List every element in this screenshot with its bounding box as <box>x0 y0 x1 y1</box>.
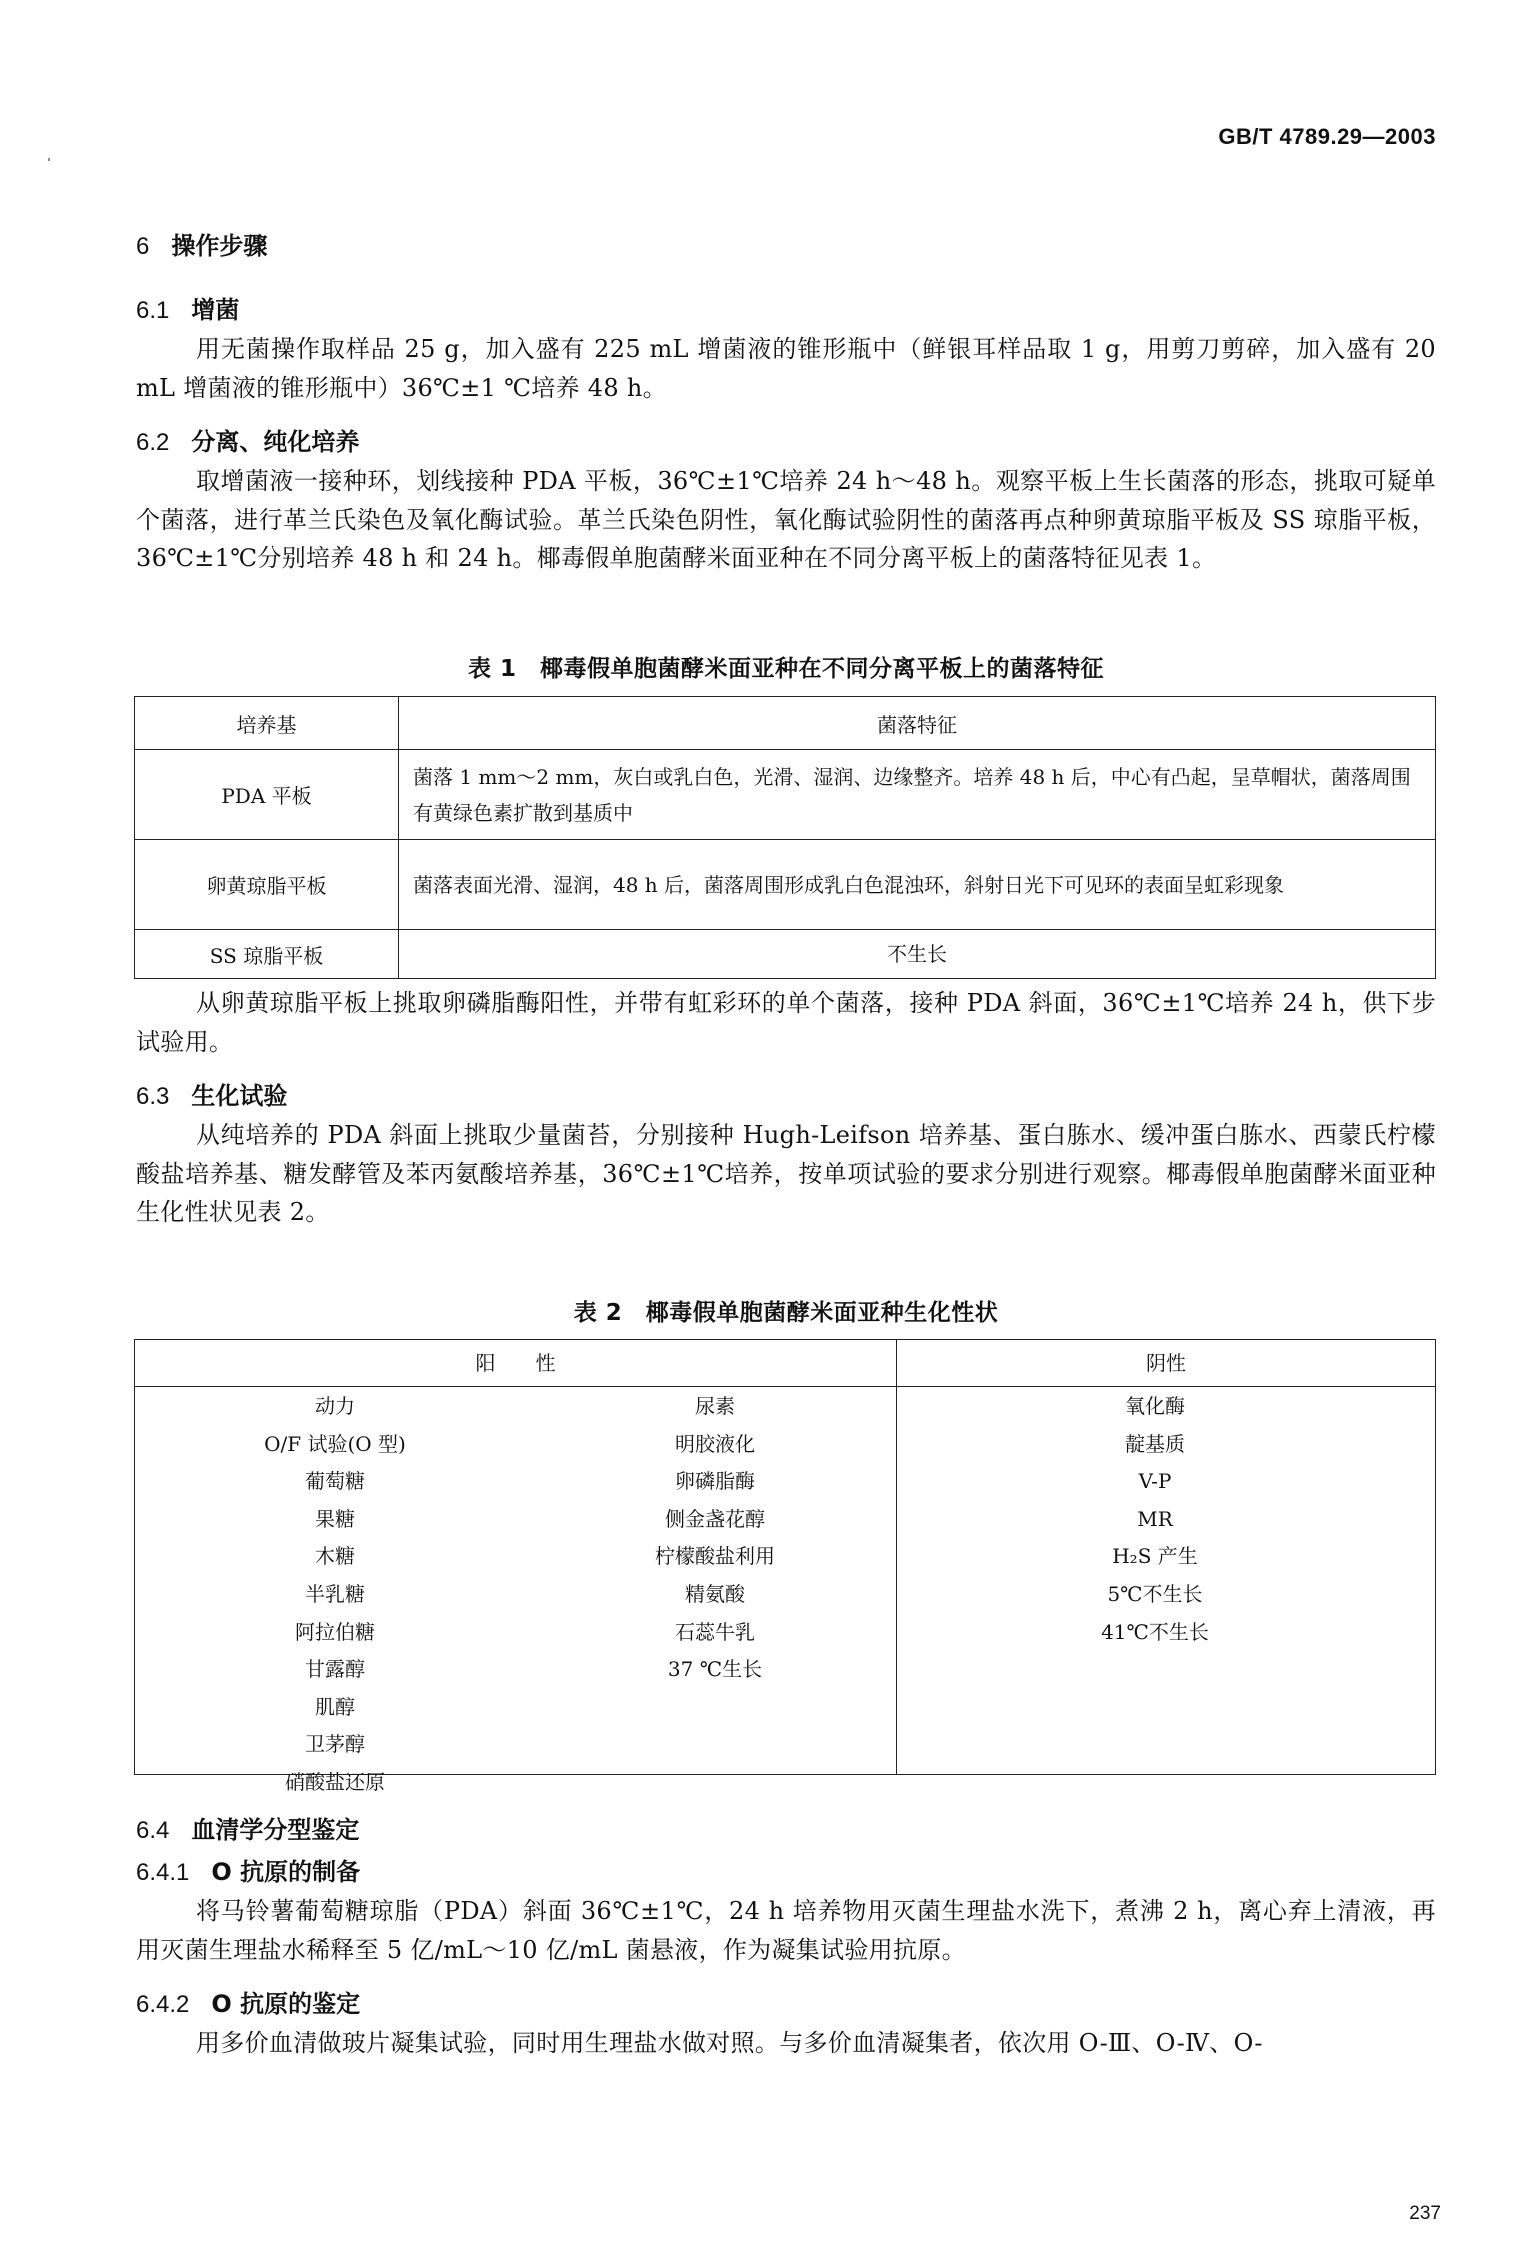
list-item: 果糖 <box>315 1506 355 1531</box>
list-item: 柠檬酸盐利用 <box>655 1544 775 1569</box>
section-6-4-heading <box>136 1810 359 1845</box>
list-item: 尿素 <box>695 1394 735 1418</box>
after-table-1-paragraph: 从卵黄琼脂平板上挑取卵磷脂酶阳性，并带有虹彩环的单个菌落，接种 PDA 斜面，36℃±1℃培养 24 h，供下步试验用。 <box>136 989 1436 1056</box>
list-item: 动力 <box>315 1394 355 1418</box>
section-title: O 抗原的制备 <box>211 1858 361 1886</box>
section-6-4-2-heading <box>136 1984 360 2019</box>
section-number: 6.3 <box>136 1083 170 1110</box>
table-row <box>135 750 1436 840</box>
section-title: 操作步骤 <box>171 231 268 260</box>
section-6-4-1-heading <box>136 1852 360 1887</box>
table-1 <box>134 696 1436 979</box>
medium-cell: 卵黄琼脂平板 <box>135 840 399 930</box>
negative-column <box>1055 1388 1255 1651</box>
list-item: 阿拉伯糖 <box>295 1619 375 1644</box>
list-item: 肌醇 <box>315 1694 355 1719</box>
list-item: MR <box>1137 1506 1173 1531</box>
list-item: 葡萄糖 <box>305 1469 365 1494</box>
list-item: 石蕊牛乳 <box>675 1619 755 1644</box>
list-item: V-P <box>1138 1469 1172 1494</box>
section-title: 增菌 <box>191 296 240 324</box>
section-6-2-body: 取增菌液一接种环，划线接种 PDA 平板，36℃±1℃培养 24 h～48 h。观察平板上生长菌落的形态，挑取可疑单个菌落，进行革兰氏染色及氧化酶试验。革兰氏染色阴性，氧化酶试验阴性的菌落再点种卵黄琼脂平板及 SS 琼脂平板，36℃±1℃分别培养 48 h 和 24 h。椰毒假单胞菌酵米面亚种在不同分离平板上的菌落特征见表 1。 <box>136 467 1436 572</box>
medium-cell: PDA 平板 <box>135 750 399 840</box>
table-row <box>135 930 1436 979</box>
list-item: 卵磷脂酶 <box>675 1469 755 1494</box>
negative-header: 阴性 <box>1146 1351 1186 1375</box>
table-header-row <box>135 697 1436 750</box>
positive-column-1 <box>235 1388 435 1802</box>
list-item: 精氨酸 <box>685 1581 745 1606</box>
section-number: 6.4.1 <box>136 1859 190 1886</box>
section-6-heading <box>136 226 267 261</box>
section-6-3-body: 从纯培养的 PDA 斜面上挑取少量菌苔，分别接种 Hugh-Leifson 培养基、蛋白胨水、缓冲蛋白胨水、西蒙氏柠檬酸盐培养基、糖发酵管及苯丙氨酸培养基，36℃±1℃培养，按单项试验的要求分别进行观察。椰毒假单胞菌酵米面亚种生化性状见表 2。 <box>136 1121 1436 1226</box>
table-2 <box>134 1339 1436 1794</box>
list-item: 41℃不生长 <box>1101 1619 1209 1644</box>
list-item: 5℃不生长 <box>1107 1581 1203 1606</box>
feature-cell: 不生长 <box>399 930 1436 979</box>
list-item: 明胶液化 <box>675 1431 755 1456</box>
section-6-4-2-body: 用多价血清做玻片凝集试验，同时用生理盐水做对照。与多价血清凝集者，依次用 O-Ⅲ、O-Ⅳ、O- <box>196 2029 1263 2057</box>
positive-header: 阳 性 <box>475 1351 556 1375</box>
positive-column-2 <box>615 1388 815 1689</box>
header-divider <box>135 1386 1435 1387</box>
section-6-1-body: 用无菌操作取样品 25 g，加入盛有 225 mL 增菌液的锥形瓶中（鲜银耳样品取 1 g，用剪刀剪碎，加入盛有 20 mL 增菌液的锥形瓶中）36℃±1 ℃培养 48 h。 <box>136 335 1436 402</box>
section-title: 血清学分型鉴定 <box>191 1816 360 1844</box>
medium-cell: SS 琼脂平板 <box>135 930 399 979</box>
table-2-caption: 表 2 椰毒假单胞菌酵米面亚种生化性状 <box>573 1300 999 1326</box>
feature-cell: 菌落 1 mm～2 mm，灰白或乳白色，光滑、湿润、边缘整齐。培养 48 h 后，中心有凸起，呈草帽状，菌落周围有黄绿色素扩散到基质中 <box>399 750 1436 840</box>
section-number: 6.4.2 <box>136 1991 190 2018</box>
section-title: 生化试验 <box>191 1082 288 1110</box>
list-item: 半乳糖 <box>305 1581 365 1606</box>
column-header: 培养基 <box>135 697 399 750</box>
section-6-1-heading <box>136 290 239 325</box>
section-number: 6.4 <box>136 1817 170 1844</box>
section-number: 6 <box>136 233 150 260</box>
list-item: 氧化酶 <box>1125 1394 1185 1418</box>
column-header: 菌落特征 <box>399 697 1436 750</box>
standard-code: GB/T 4789.29—2003 <box>1218 124 1436 149</box>
section-6-2-heading <box>136 422 359 457</box>
scan-mark <box>48 158 50 161</box>
list-item: 靛基质 <box>1125 1431 1185 1456</box>
section-title: O 抗原的鉴定 <box>211 1990 361 2018</box>
feature-cell: 菌落表面光滑、湿润，48 h 后，菌落周围形成乳白色混浊环，斜射日光下可见环的表面呈虹彩现象 <box>399 840 1436 930</box>
table-1-caption: 表 1 椰毒假单胞菌酵米面亚种在不同分离平板上的菌落特征 <box>467 656 1104 682</box>
list-item: O/F 试验(O 型) <box>264 1431 406 1456</box>
section-number: 6.2 <box>136 429 170 456</box>
list-item: 木糖 <box>315 1544 355 1569</box>
section-number: 6.1 <box>136 297 170 324</box>
section-title: 分离、纯化培养 <box>191 428 360 456</box>
page-number: 237 <box>1409 2203 1441 2224</box>
list-item: 硝酸盐还原 <box>285 1769 385 1794</box>
column-divider <box>896 1340 897 1774</box>
list-item: 卫茅醇 <box>305 1732 365 1757</box>
list-item: 甘露醇 <box>305 1657 365 1682</box>
table-row <box>135 840 1436 930</box>
section-6-4-1-body: 将马铃薯葡萄糖琼脂（PDA）斜面 36℃±1℃，24 h 培养物用灭菌生理盐水洗下，煮沸 2 h，离心弃上清液，再用灭菌生理盐水稀释至 5 亿/mL～10 亿/mL 菌悬液，作为凝集试验用抗原。 <box>136 1897 1436 1964</box>
section-6-3-heading <box>136 1076 287 1111</box>
list-item: 侧金盏花醇 <box>665 1506 765 1531</box>
list-item: 37 ℃生长 <box>667 1657 763 1682</box>
list-item: H₂S 产生 <box>1112 1544 1198 1569</box>
